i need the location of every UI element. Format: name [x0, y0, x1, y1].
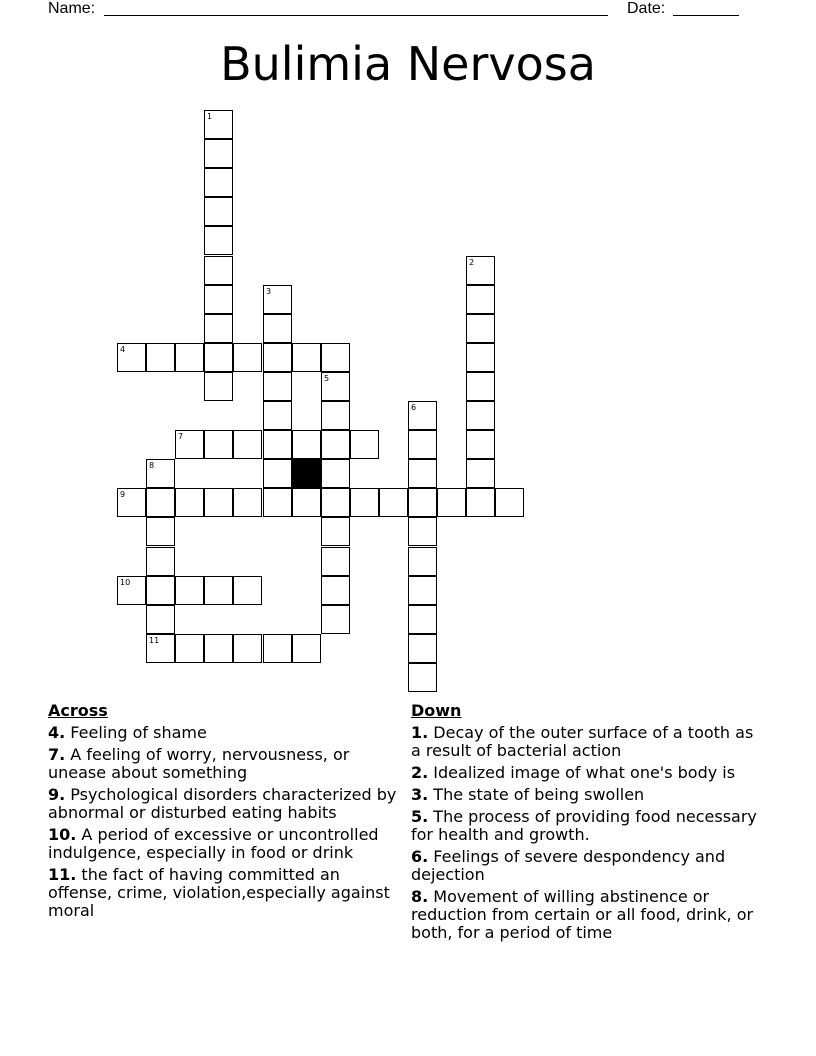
grid-cell[interactable]	[466, 401, 495, 430]
across-clue	[48, 826, 398, 862]
grid-cell[interactable]	[175, 488, 204, 517]
grid-cell[interactable]	[292, 430, 321, 459]
grid-cell[interactable]	[204, 343, 233, 372]
clue-number: 11	[149, 636, 160, 645]
grid-cell[interactable]	[204, 372, 233, 401]
grid-cell[interactable]	[204, 576, 233, 605]
grid-cell[interactable]	[292, 343, 321, 372]
grid-cell[interactable]	[321, 430, 350, 459]
clue-number: 3.	[411, 785, 429, 804]
grid-cell[interactable]	[408, 547, 437, 576]
down-clue	[411, 848, 761, 884]
down-clue	[411, 764, 761, 782]
clue-number: 9	[120, 490, 126, 499]
clue-number: 6.	[411, 847, 429, 866]
grid-cell[interactable]	[263, 343, 292, 372]
grid-cell[interactable]	[146, 517, 175, 546]
across-clue	[48, 746, 398, 782]
grid-cell[interactable]	[466, 256, 495, 285]
grid-cell[interactable]	[321, 372, 350, 401]
grid-cell[interactable]	[204, 197, 233, 226]
grid-cell[interactable]	[175, 634, 204, 663]
grid-cell[interactable]	[408, 401, 437, 430]
grid-cell[interactable]	[146, 634, 175, 663]
grid-cell[interactable]	[146, 459, 175, 488]
grid-cell[interactable]	[117, 343, 146, 372]
clue-text: Movement of willing abstinence or reduction from certain or all food, drink, or both, for a period of time	[411, 887, 754, 942]
grid-cell[interactable]	[321, 547, 350, 576]
grid-cell[interactable]	[466, 314, 495, 343]
grid-cell[interactable]	[146, 605, 175, 634]
grid-cell[interactable]	[466, 372, 495, 401]
grid-cell[interactable]	[408, 488, 437, 517]
page-title: Bulimia Nervosa	[220, 37, 596, 91]
clue-text: Psychological disorders characterized by abnormal or disturbed eating habits	[48, 785, 397, 822]
grid-cell[interactable]	[263, 634, 292, 663]
grid-cell[interactable]	[292, 634, 321, 663]
down-clues	[411, 702, 761, 946]
date-label: Date:	[627, 0, 666, 17]
grid-cell[interactable]	[321, 401, 350, 430]
clue-number: 9.	[48, 785, 66, 804]
grid-cell[interactable]	[466, 459, 495, 488]
grid-cell[interactable]	[408, 634, 437, 663]
grid-cell[interactable]	[263, 314, 292, 343]
grid-cell[interactable]	[263, 372, 292, 401]
clue-number: 11.	[48, 865, 77, 884]
grid-cell[interactable]	[204, 488, 233, 517]
grid-cell[interactable]	[466, 285, 495, 314]
grid-cell[interactable]	[204, 634, 233, 663]
grid-cell[interactable]	[350, 430, 379, 459]
clue-text: Idealized image of what one's body is	[428, 763, 736, 782]
grid-cell[interactable]	[175, 576, 204, 605]
grid-cell[interactable]	[175, 430, 204, 459]
down-heading: Down	[411, 701, 462, 720]
grid-cell[interactable]	[379, 488, 408, 517]
grid-cell[interactable]	[263, 401, 292, 430]
grid-cell[interactable]	[175, 343, 204, 372]
black-cell	[292, 459, 321, 488]
clue-number: 7	[178, 432, 184, 441]
grid-cell[interactable]	[292, 488, 321, 517]
grid-cell[interactable]	[408, 605, 437, 634]
grid-cell[interactable]	[321, 517, 350, 546]
grid-cell[interactable]	[321, 343, 350, 372]
clue-number: 6	[411, 403, 417, 412]
name-label: Name:	[48, 0, 96, 17]
grid-cell[interactable]	[321, 605, 350, 634]
clue-number: 10	[120, 578, 131, 587]
grid-cell[interactable]	[233, 576, 262, 605]
grid-cell[interactable]	[466, 488, 495, 517]
clue-number: 8	[149, 461, 155, 470]
grid-cell[interactable]	[233, 634, 262, 663]
clue-text: A period of excessive or uncontrolled indulgence, especially in food or drink	[48, 825, 379, 862]
clue-number: 4.	[48, 723, 66, 742]
grid-cell[interactable]	[204, 314, 233, 343]
clue-text: The process of providing food necessary for health and growth.	[411, 807, 757, 844]
grid-cell[interactable]	[408, 459, 437, 488]
grid-cell[interactable]	[233, 488, 262, 517]
grid-cell[interactable]	[408, 576, 437, 605]
across-heading: Across	[48, 701, 108, 720]
across-clue	[48, 724, 398, 742]
grid-cell[interactable]	[408, 517, 437, 546]
grid-cell[interactable]	[350, 488, 379, 517]
grid-cell[interactable]	[466, 430, 495, 459]
clue-text: Decay of the outer surface of a tooth as a result of bacterial action	[411, 723, 754, 760]
down-clue	[411, 808, 761, 844]
grid-cell[interactable]	[146, 343, 175, 372]
across-clues	[48, 702, 398, 924]
grid-cell[interactable]	[408, 430, 437, 459]
clue-number: 7.	[48, 745, 66, 764]
clue-number: 1.	[411, 723, 429, 742]
clue-number: 3	[266, 287, 272, 296]
clue-text: Feelings of severe despondency and dejection	[411, 847, 726, 884]
down-clue	[411, 786, 761, 804]
down-clue	[411, 724, 761, 760]
across-clue-list	[48, 724, 398, 920]
grid-cell[interactable]	[233, 343, 262, 372]
clue-number: 5	[324, 374, 330, 383]
grid-cell[interactable]	[437, 488, 466, 517]
grid-cell[interactable]	[321, 459, 350, 488]
grid-cell[interactable]	[466, 343, 495, 372]
grid-cell[interactable]	[146, 576, 175, 605]
grid-cell[interactable]	[146, 488, 175, 517]
grid-cell[interactable]	[117, 576, 146, 605]
grid-cell[interactable]	[204, 110, 233, 139]
grid-cell[interactable]	[117, 488, 146, 517]
grid-cell[interactable]	[321, 488, 350, 517]
clue-number: 2.	[411, 763, 429, 782]
grid-cell[interactable]	[321, 576, 350, 605]
clue-number: 1	[207, 112, 213, 121]
clue-text: The state of being swollen	[428, 785, 645, 804]
clue-text: Feeling of shame	[65, 723, 207, 742]
grid-cell[interactable]	[204, 285, 233, 314]
grid-cell[interactable]	[204, 226, 233, 255]
clue-number: 2	[469, 258, 475, 267]
grid-cell[interactable]	[204, 256, 233, 285]
grid-cell[interactable]	[233, 430, 262, 459]
clue-number: 10.	[48, 825, 77, 844]
grid-cell[interactable]	[146, 547, 175, 576]
clue-text: A feeling of worry, nervousness, or unease about something	[48, 745, 350, 782]
grid-cell[interactable]	[204, 139, 233, 168]
clue-number: 5.	[411, 807, 429, 826]
across-clue	[48, 786, 398, 822]
grid-cell[interactable]	[495, 488, 524, 517]
grid-cell[interactable]	[263, 488, 292, 517]
down-clue	[411, 888, 761, 942]
grid-cell[interactable]	[263, 459, 292, 488]
across-clue	[48, 866, 398, 920]
clue-text: the fact of having committed an offense, crime, violation,especially against moral	[48, 865, 390, 920]
clue-number: 4	[120, 345, 126, 354]
grid-cell[interactable]	[263, 430, 292, 459]
clue-number: 8.	[411, 887, 429, 906]
grid-cell[interactable]	[204, 430, 233, 459]
grid-cell[interactable]	[408, 663, 437, 692]
down-clue-list	[411, 724, 761, 942]
grid-cell[interactable]	[263, 285, 292, 314]
grid-cell[interactable]	[204, 168, 233, 197]
